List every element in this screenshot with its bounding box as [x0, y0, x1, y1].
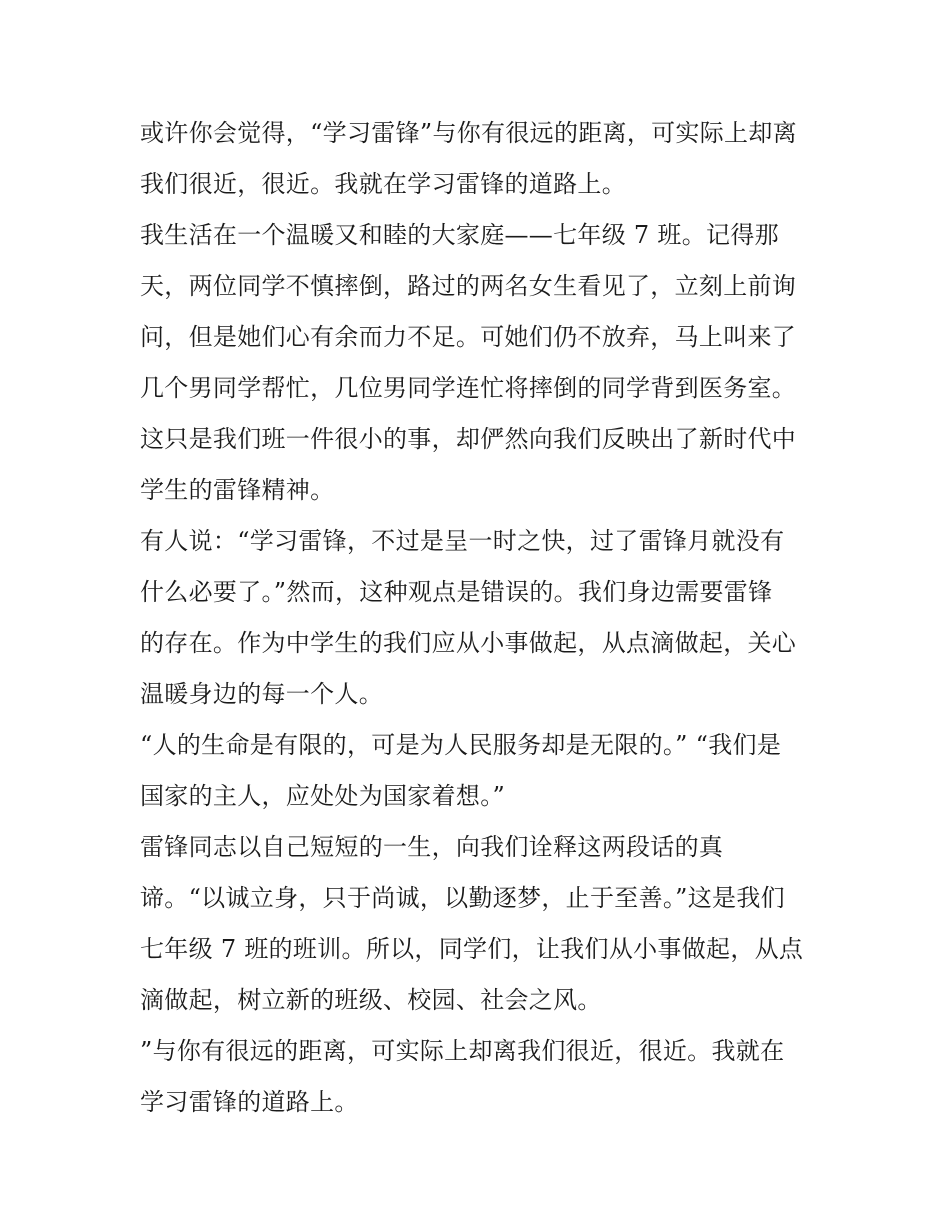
text-line-13: “人的生命是有限的，可是为人民服务却是无限的。” “我们是 — [140, 731, 782, 759]
text-line-11: 的存在。作为中学生的我们应从小事做起，从点滴做起，关心 — [140, 629, 797, 657]
text-line-20: 学习雷锋的道路上。 — [140, 1088, 359, 1116]
text-line-16: 谛。“以诚立身，只于尚诚，以勤逐梦，止于至善。”这是我们 — [140, 884, 785, 912]
text-line-14: 国家的主人，应处处为国家着想。” — [140, 782, 506, 810]
text-line-8: 学生的雷锋精神。 — [140, 476, 335, 504]
text-line-18: 滴做起，树立新的班级、校园、社会之风。 — [140, 986, 602, 1014]
text-line-17: 七年级 7 班的班训。所以，同学们，让我们从小事做起，从点 — [140, 935, 804, 963]
text-line-5: 问，但是她们心有余而力不足。可她们仍不放弃，马上叫来了 — [140, 323, 797, 351]
text-line-15: 雷锋同志以自己短短的一生，向我们诠释这两段话的真 — [140, 833, 724, 861]
document-body — [140, 108, 820, 1128]
text-line-12: 温暖身边的每一个人。 — [140, 680, 383, 708]
text-line-2: 我们很近，很近。我就在学习雷锋的道路上。 — [140, 170, 626, 198]
text-line-3: 我生活在一个温暖又和睦的大家庭——七年级 7 班。记得那 — [140, 221, 779, 249]
text-line-1: 或许你会觉得，“学习雷锋”与你有很远的距离，可实际上却离 — [140, 119, 797, 147]
text-line-9: 有人说：“学习雷锋，不过是呈一时之快，过了雷锋月就没有 — [140, 527, 785, 555]
text-line-10: 什么必要了。”然而，这种观点是错误的。我们身边需要雷锋 — [140, 578, 773, 606]
text-line-19: ”与你有很远的距离，可实际上却离我们很近，很近。我就在 — [140, 1037, 785, 1065]
text-line-4: 天，两位同学不慎摔倒，路过的两名女生看见了，立刻上前询 — [140, 272, 797, 300]
text-line-6: 几个男同学帮忙，几位男同学连忙将摔倒的同学背到医务室。 — [140, 374, 797, 402]
text-line-7: 这只是我们班一件很小的事，却俨然向我们反映出了新时代中 — [140, 425, 797, 453]
